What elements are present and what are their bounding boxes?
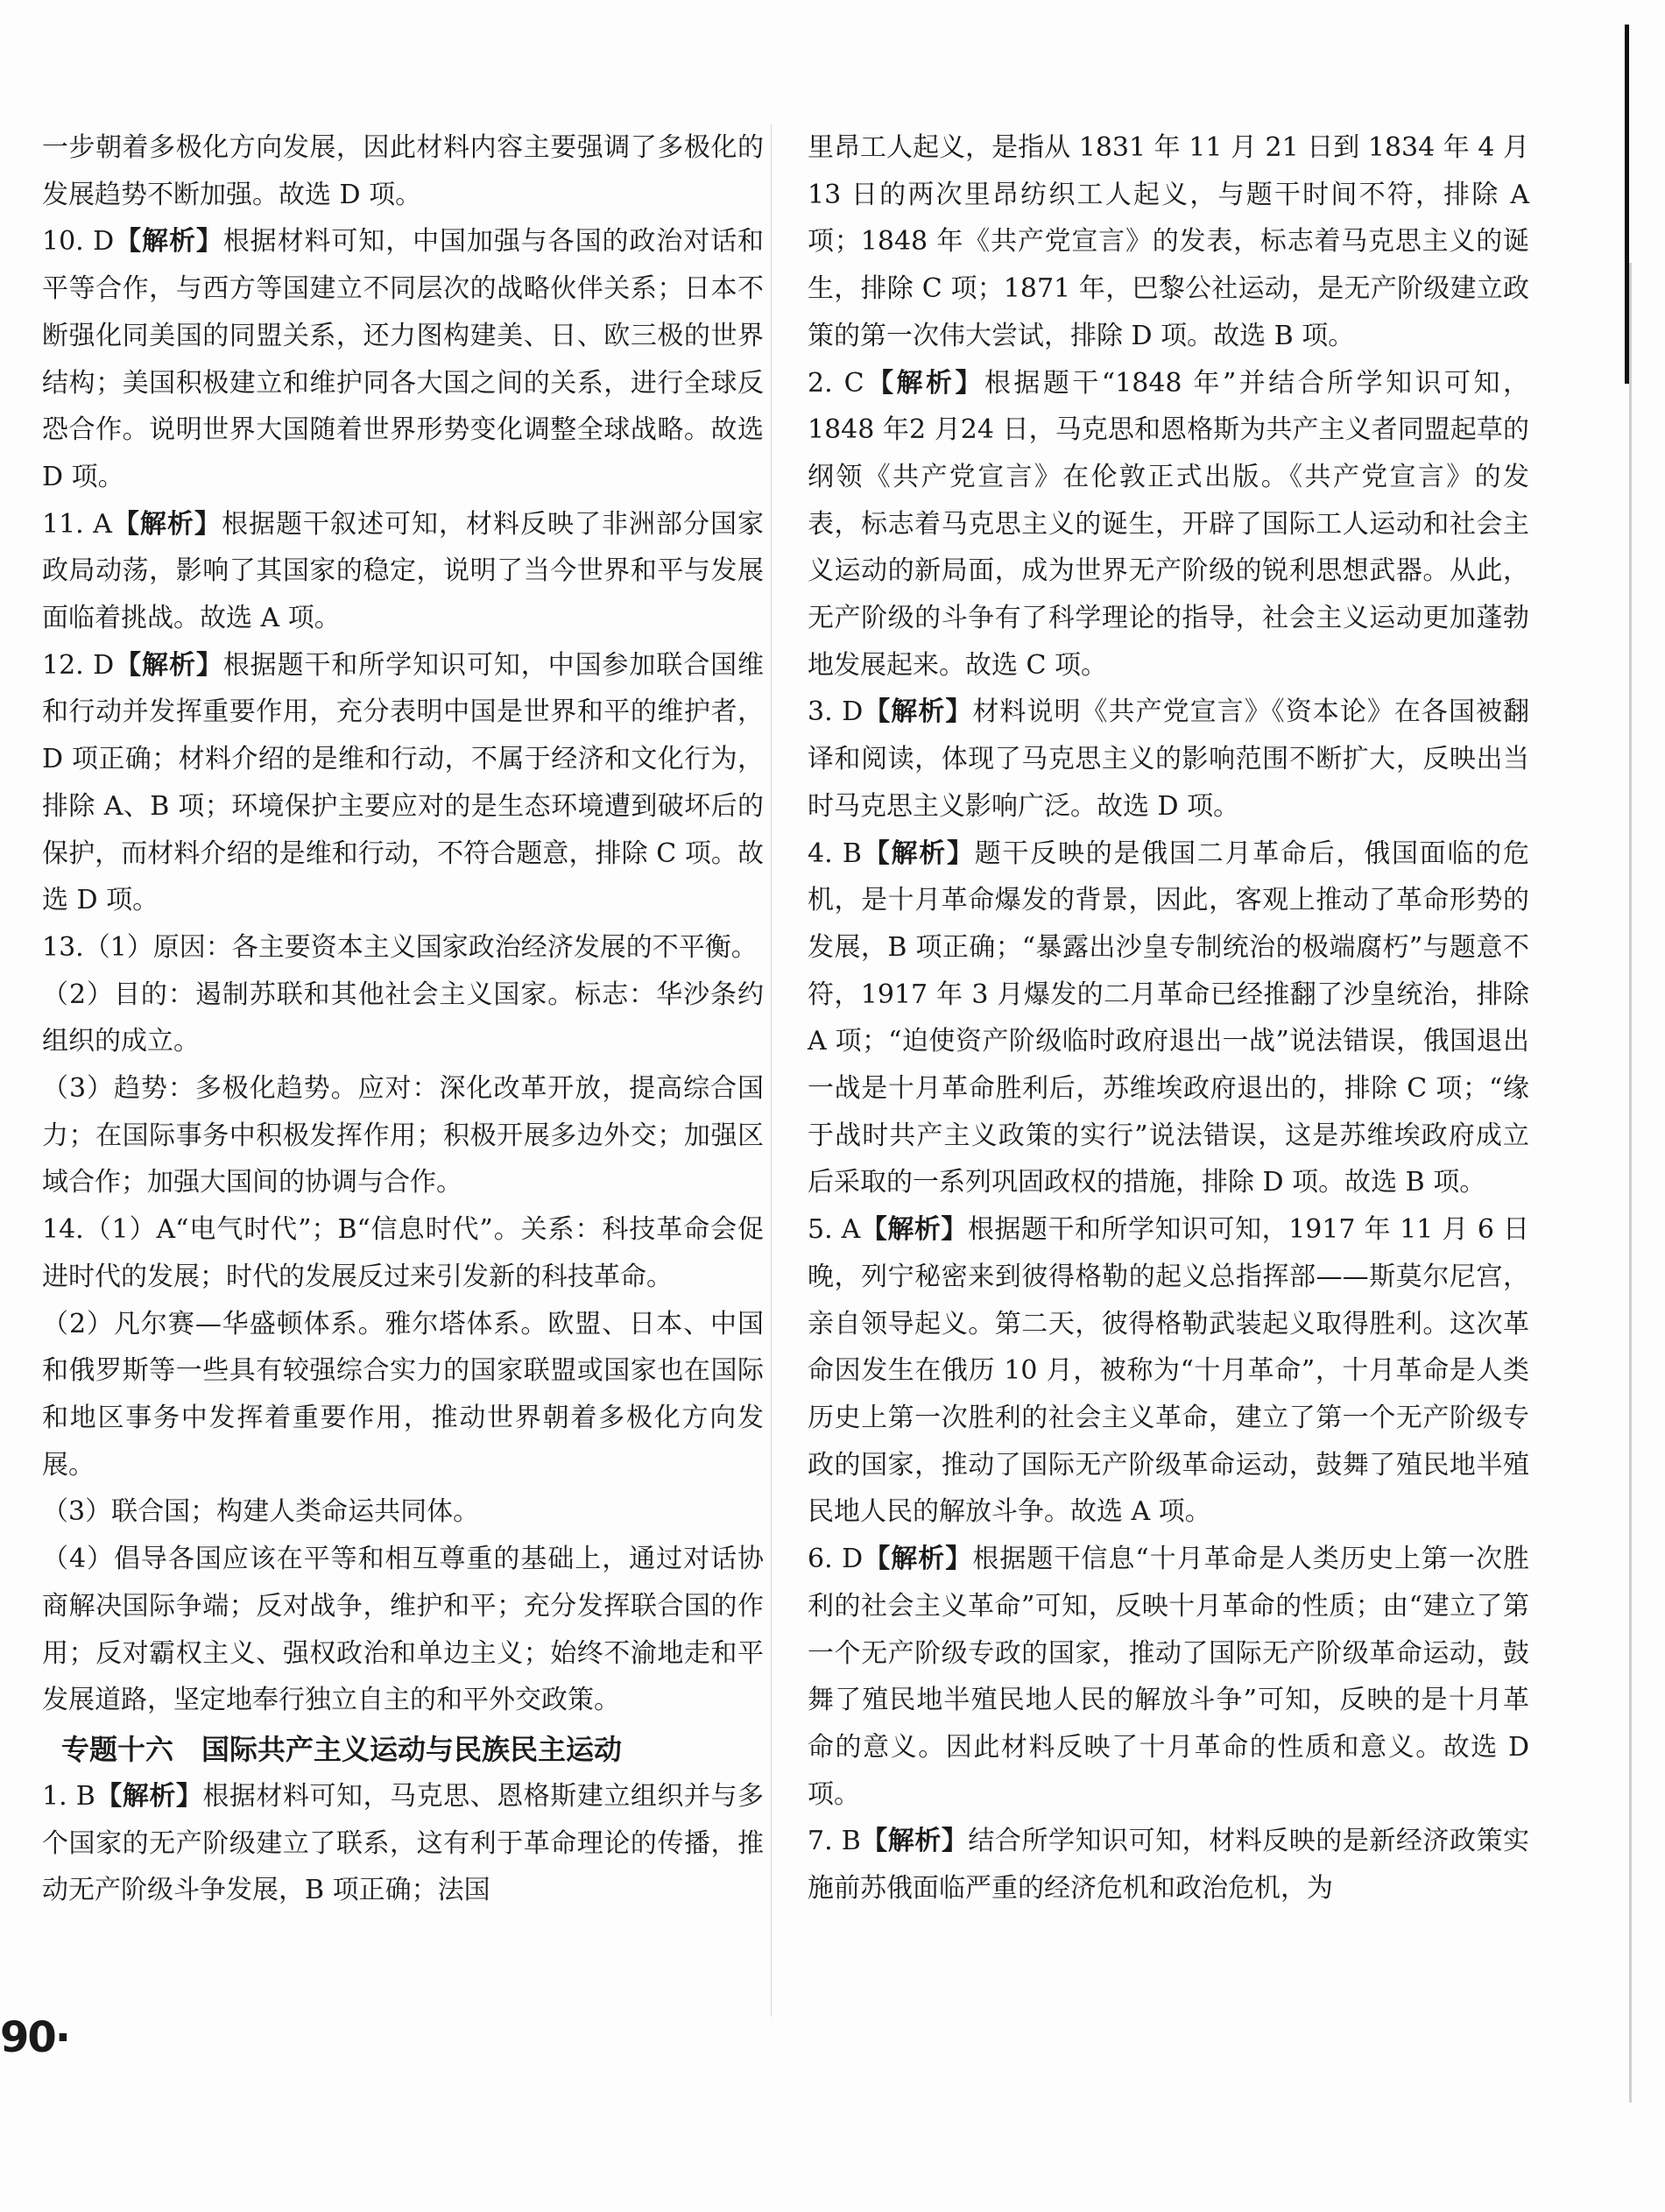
answer-text: 材料说明《共产党宣言》《资本论》在各国被翻译和阅读，体现了马克思主义的影响范围不断扩大，反映出当时马克思主义影响广泛。故选 D 项。 <box>808 696 1530 822</box>
paragraph: （2）凡尔赛—华盛顿体系。雅尔塔体系。欧盟、日本、中国和俄罗斯等一些具有较强综合实力的国家联盟或国家也在国际和地区事务中发挥着重要作用，推动世界朝着多极化方向发展。 <box>42 1308 764 1481</box>
paragraph: 14.（1）A“电气时代”；B“信息时代”。关系：科技革命会促进时代的发展；时代的发展反过来引发新的科技革命。 <box>42 1214 764 1292</box>
answer-text: 根据题干和所学知识可知，1917 年 11 月 6 日晚，列宁秘密来到彼得格勒的起义总指挥部——斯莫尔尼宫，亲自领导起义。第二天，彼得格勒武装起义取得胜利。这次革命因发生在俄历 10 月，被称为“十月革命”，十月革命是人类历史上第一次胜利的社会主义革命，建立了第一个无产阶级专政的国家，推动了国际无产阶级革命运动，鼓舞了殖民地半殖民地人民的解放斗争。故选 A 项。 <box>808 1214 1529 1528</box>
analysis-tag: 【解析】 <box>864 367 984 399</box>
answer-text: 根据材料可知，马克思、恩格斯建立组织并与多个国家的无产阶级建立了联系，这有利于革命理论的传播，推动无产阶级斗争发展，B 项正确；法国 <box>42 1780 765 1906</box>
answer-number: 11. A <box>42 508 112 540</box>
paragraph: 一步朝着多极化方向发展，因此材料内容主要强调了多极化的发展趋势不断加强。故选 D 项。 <box>42 132 764 210</box>
answer-item <box>42 501 764 642</box>
section-heading: 专题十六 国际共产主义运动与民族民主运动 <box>61 1732 623 1766</box>
paragraph: 里昂工人起义，是指从 1831 年 11 月 21 日到 1834 年 4 月13 日的两次里昂纺织工人起义，与题干时间不符，排除 A 项；1848 年《共产党宣言》的发表，标志着马克思主义的诞生，排除 C 项；1871 年，巴黎公社运动，是无产阶级建立政策的第一次伟大尝试，排除 D 项。故选 B 项。 <box>808 132 1529 351</box>
answer-item <box>42 218 764 500</box>
left-column <box>42 124 764 1914</box>
analysis-tag: 【解析】 <box>860 1214 968 1246</box>
analysis-tag: 【解析】 <box>95 1780 203 1812</box>
scan-edge-shadow <box>1629 263 1632 2102</box>
answer-text: 根据题干和所学知识可知，中国参加联合国维和行动并发挥重要作用，充分表明中国是世界和平的维护者，D 项正确；材料介绍的是维和行动，不属于经济和文化行为，排除 A、B 项；环境保护主要应对的是生态环境遭到破坏后的保护，而材料介绍的是维和行动，不符合题意，排除 C 项。故选 D 项。 <box>42 649 765 916</box>
paragraph: （4）倡导各国应该在平等和相互尊重的基础上，通过对话协商解决国际争端；反对战争，维护和平；充分发挥联合国的作用；反对霸权主义、强权政治和单边主义；始终不渝地走和平发展道路，坚定地奉行独立自主的和平外交政策。 <box>42 1544 764 1716</box>
answer-item <box>808 360 1529 689</box>
analysis-tag: 【解析】 <box>863 696 973 728</box>
answer-number: 2. C <box>808 367 864 399</box>
answer-text: 根据题干“1848 年”并结合所学知识可知，1848 年2 月24 日，马克思和恩格斯为共产主义者同盟起草的纲领《共产党宣言》在伦敦正式出版。《共产党宣言》的发表，标志着马克思主义的诞生，开辟了国际工人运动和社会主义运动的新局面，成为世界无产阶级的锐利思想武器。从此，无产阶级的斗争有了科学理论的指导，社会主义运动更加蓬勃地发展起来。故选 C 项。 <box>808 367 1529 681</box>
column-divider <box>771 124 772 2017</box>
paragraph: （3）联合国；构建人类命运共同体。 <box>42 1496 480 1528</box>
answer-number: 3. D <box>808 696 864 728</box>
answer-text: 根据材料可知，中国加强与各国的政治对话和平等合作，与西方等国建立不同层次的战略伙伴关系；日本不断强化同美国的同盟关系，还力图构建美、日、欧三极的世界结构；美国积极建立和维护同各大国之间的关系，进行全球反恐合作。说明世界大国随着世界形势变化调整全球战略。故选 D 项。 <box>42 226 765 492</box>
analysis-tag: 【解析】 <box>861 837 975 869</box>
answer-item <box>42 1773 764 1914</box>
answer-item <box>808 1818 1529 1912</box>
page-number: 90· <box>0 2013 70 2062</box>
answer-text: 根据题干信息“十月革命是人类历史上第一次胜利的社会主义革命”可知，反映十月革命的性质；由“建立了第一个无产阶级专政的国家，推动了国际无产阶级革命运动，鼓舞了殖民地半殖民地人民的解放斗争”可知，反映的是十月革命的意义。因此材料反映了十月革命的性质和意义。故选 D 项。 <box>808 1544 1530 1810</box>
answer-item <box>42 642 764 924</box>
analysis-tag: 【解析】 <box>114 226 223 258</box>
answer-number: 1. B <box>42 1780 95 1812</box>
answer-item <box>808 1206 1529 1536</box>
answer-number: 6. D <box>808 1544 864 1575</box>
answer-item <box>808 1536 1529 1818</box>
answer-item <box>808 830 1529 1207</box>
answer-number: 4. B <box>808 837 862 869</box>
answer-number: 7. B <box>808 1826 861 1857</box>
paragraph: （3）趋势：多极化趋势。应对：深化改革开放，提高综合国力；在国际事务中积极发挥作用；积极开展多边外交；加强区域合作；加强大国间的协调与合作。 <box>42 1073 764 1198</box>
analysis-tag: 【解析】 <box>114 649 223 681</box>
right-column <box>808 124 1529 1912</box>
answer-text: 题干反映的是俄国二月革命后，俄国面临的危机，是十月革命爆发的背景，因此，客观上推动了革命形势的发展，B 项正确；“暴露出沙皇专制统治的极端腐朽”与题意不符，1917 年 3 月爆发的二月革命已经推翻了沙皇统治，排除 A 项；“迫使资产阶级临时政府退出一战”说法错误，俄国退出一战是十月革命胜利后，苏维埃政府退出的，排除 C 项；“缘于战时共产主义政策的实行”说法错误，这是苏维埃政府成立后采取的一系列巩固政权的措施，排除 D 项。故选 B 项。 <box>808 837 1530 1198</box>
answer-text: 根据题干叙述可知，材料反映了非洲部分国家政局动荡，影响了其国家的稳定，说明了当今世界和平与发展面临着挑战。故选 A 项。 <box>42 508 764 634</box>
answer-number: 5. A <box>808 1214 861 1246</box>
analysis-tag: 【解析】 <box>860 1826 969 1857</box>
answer-text: 结合所学知识可知，材料反映的是新经济政策实施前苏俄面临严重的经济危机和政治危机，为 <box>808 1826 1530 1905</box>
answer-number: 10. D <box>42 226 115 258</box>
analysis-tag: 【解析】 <box>111 508 222 540</box>
answer-item <box>808 689 1529 830</box>
answer-number: 12. D <box>42 649 115 681</box>
analysis-tag: 【解析】 <box>863 1544 973 1575</box>
paragraph: 13.（1）原因：各主要资本主义国家政治经济发展的不平衡。 <box>42 931 758 963</box>
paragraph: （2）目的：遏制苏联和其他社会主义国家。标志：华沙条约组织的成立。 <box>42 979 764 1057</box>
